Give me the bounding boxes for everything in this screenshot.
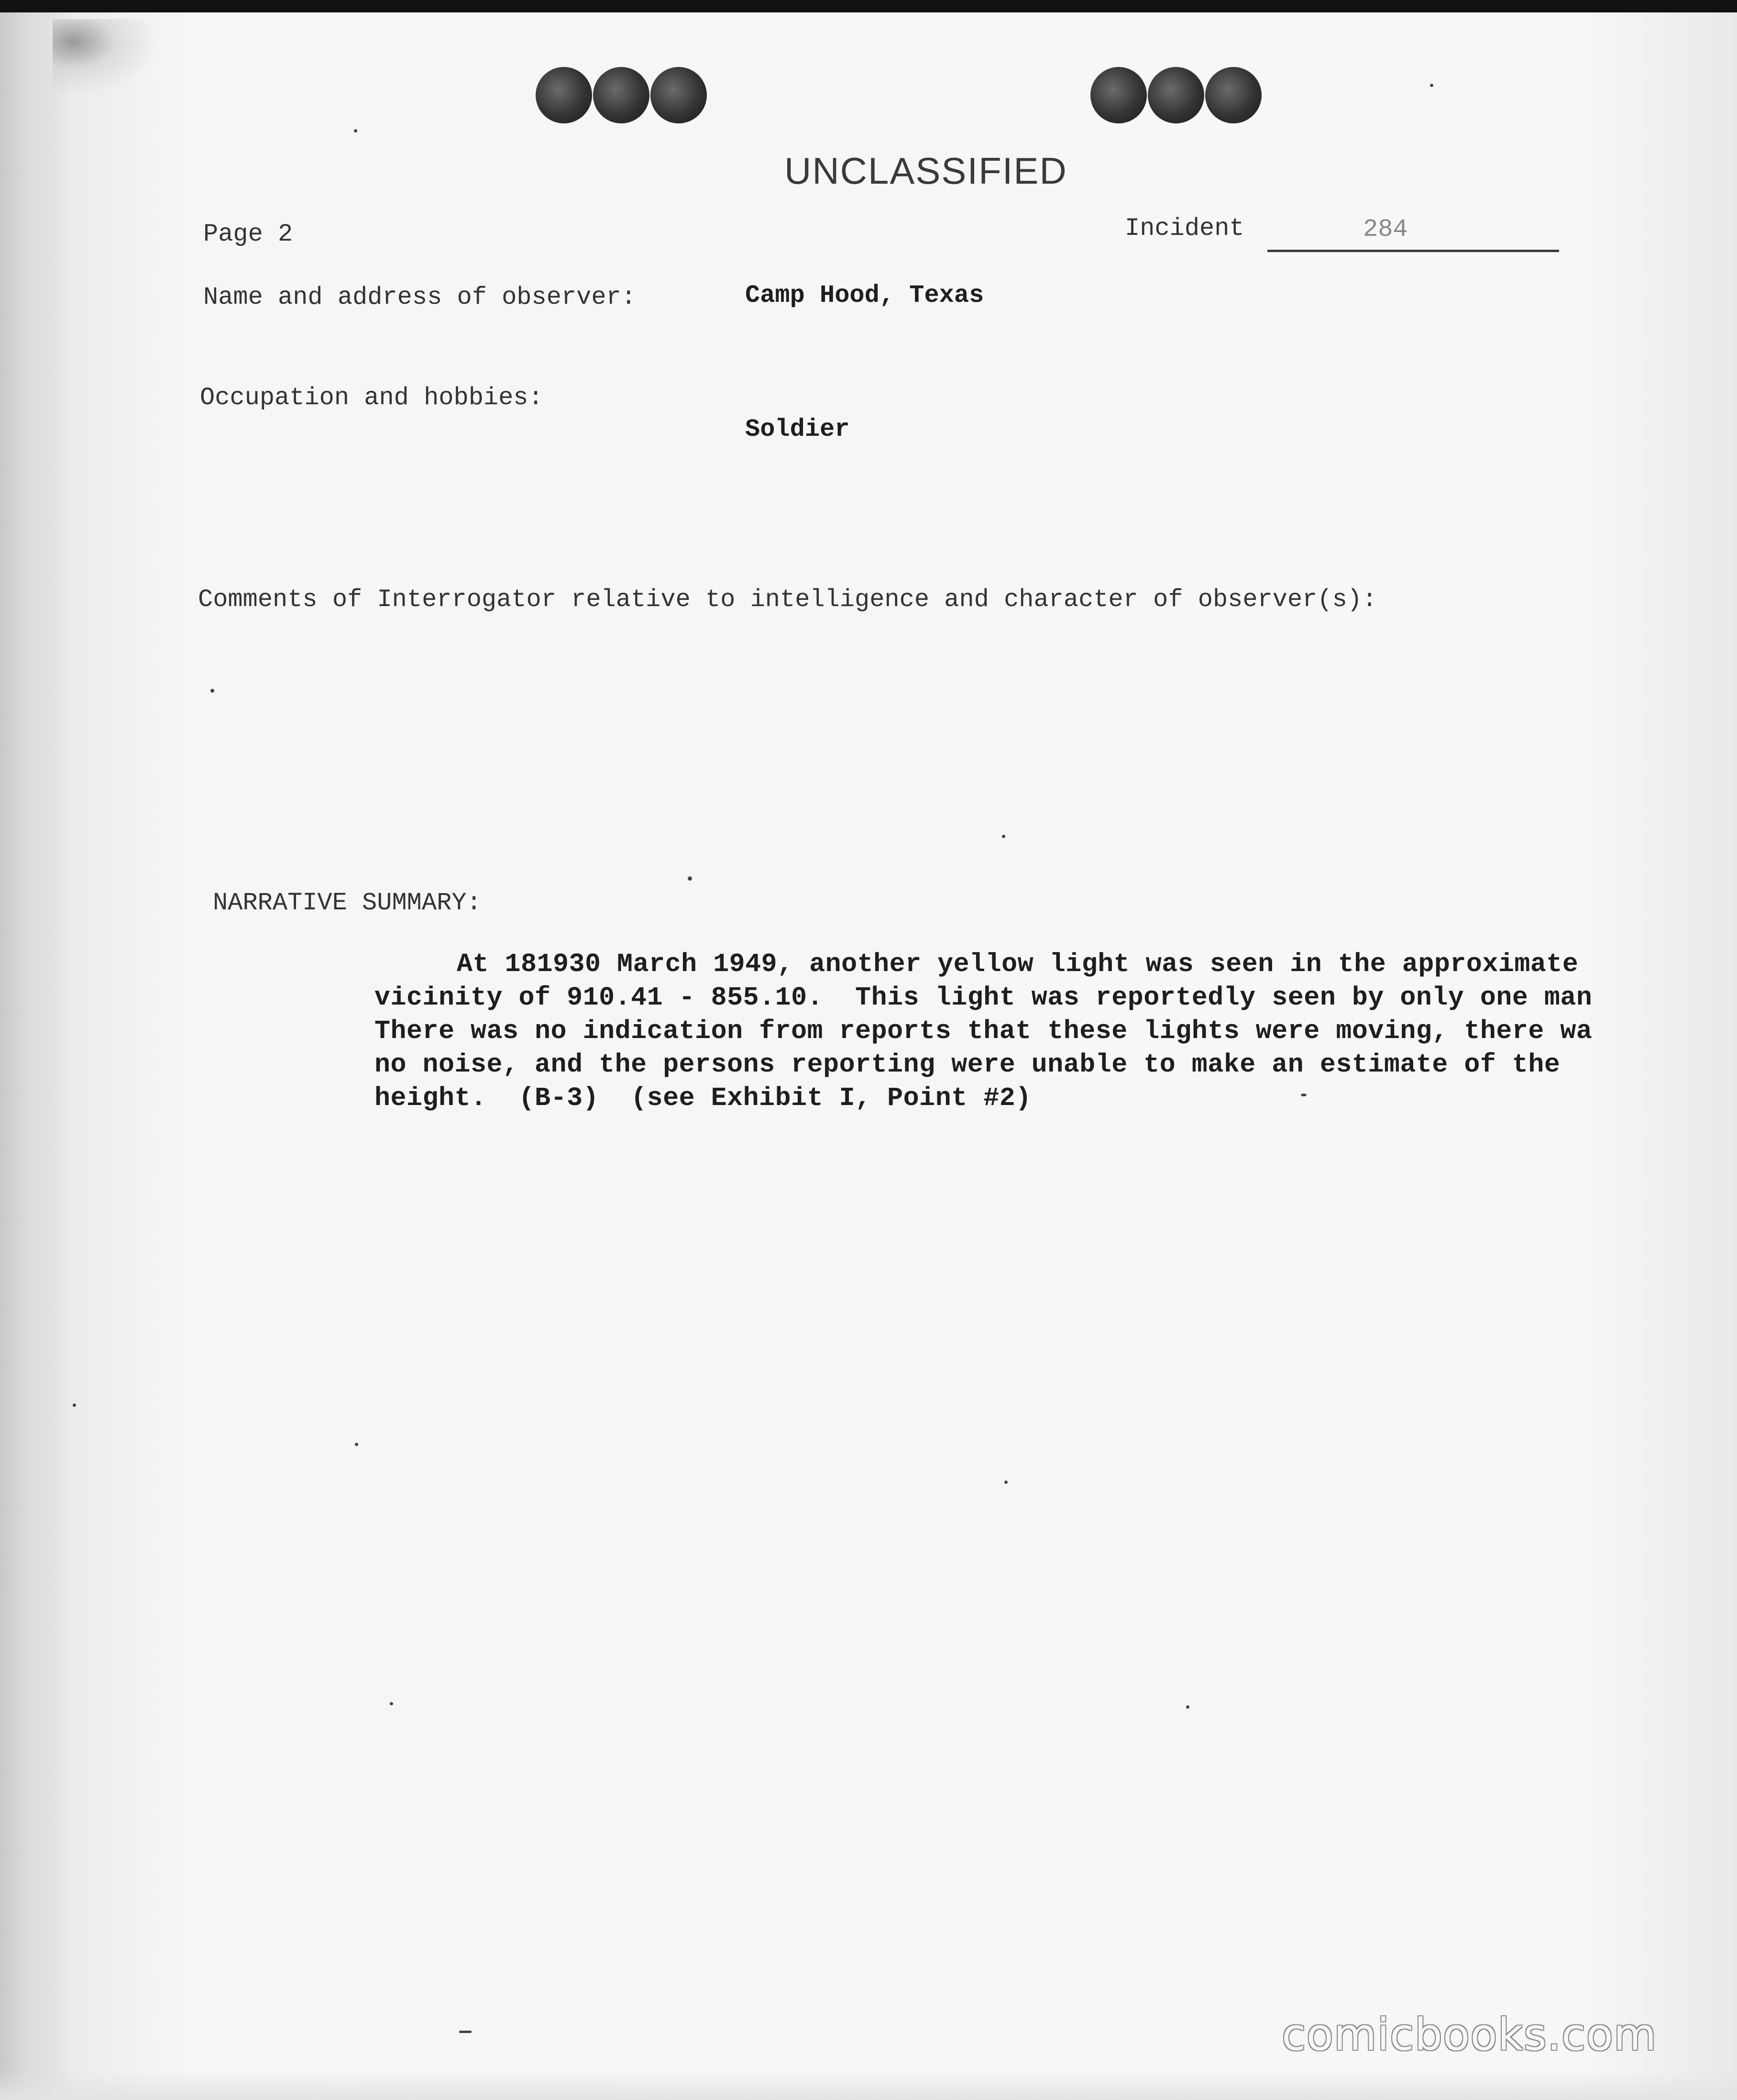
paper-speck — [1186, 1705, 1189, 1709]
paper-speck — [210, 689, 214, 693]
punch-hole — [650, 67, 707, 123]
incident-label: Incident — [1125, 214, 1244, 243]
scan-bottom-edge — [0, 2071, 1737, 2100]
narrative-line: There was no indication from reports that these lights were moving, there wa — [374, 1016, 1593, 1046]
observer-name-value: Camp Hood, Texas — [745, 281, 984, 309]
paper-speck — [688, 876, 692, 881]
interrogator-comments-label: Comments of Interrogator relative to intelligence and character of observer(s): — [198, 586, 1377, 614]
punch-holes-left — [536, 67, 708, 129]
observer-name-label: Name and address of observer: — [203, 283, 636, 311]
punch-hole — [536, 67, 592, 123]
paper-speck — [1002, 835, 1005, 838]
incident-underline — [1267, 250, 1559, 252]
narrative-line: At 181930 March 1949, another yellow light was seen in the approximate — [457, 949, 1579, 979]
punch-hole — [1205, 67, 1262, 123]
paper-speck — [355, 1443, 358, 1446]
paper-speck — [73, 1404, 76, 1407]
narrative-line: no noise, and the persons reporting were unable to make an estimate of the — [374, 1050, 1561, 1080]
paper-speck — [354, 129, 357, 133]
paper-speck — [1301, 1094, 1307, 1096]
watermark-logo: comicbooks.com — [1282, 2009, 1657, 2060]
punch-hole — [1090, 67, 1147, 123]
page-number: Page 2 — [203, 220, 293, 248]
narrative-line: height. (B-3) (see Exhibit I, Point #2) — [374, 1083, 1032, 1113]
classification-stamp: UNCLASSIFIED — [784, 150, 1067, 192]
punch-holes-right — [1090, 67, 1263, 129]
paper-speck — [390, 1702, 393, 1705]
incident-number: 284 — [1363, 215, 1408, 243]
paper-speck — [1430, 84, 1433, 87]
narrative-line: vicinity of 910.41 - 855.10. This light was reportedly seen by only one man — [374, 983, 1593, 1013]
paper-speck — [459, 2031, 472, 2033]
occupation-label: Occupation and hobbies: — [200, 384, 543, 412]
corner-smudge — [53, 19, 158, 96]
punch-hole — [1148, 67, 1204, 123]
occupation-value: Soldier — [745, 415, 850, 443]
punch-hole — [593, 67, 649, 123]
paper-speck — [1004, 1481, 1008, 1484]
narrative-summary-heading: NARRATIVE SUMMARY: — [213, 889, 482, 917]
scan-top-edge — [0, 0, 1737, 12]
scan-left-edge — [0, 12, 72, 2100]
